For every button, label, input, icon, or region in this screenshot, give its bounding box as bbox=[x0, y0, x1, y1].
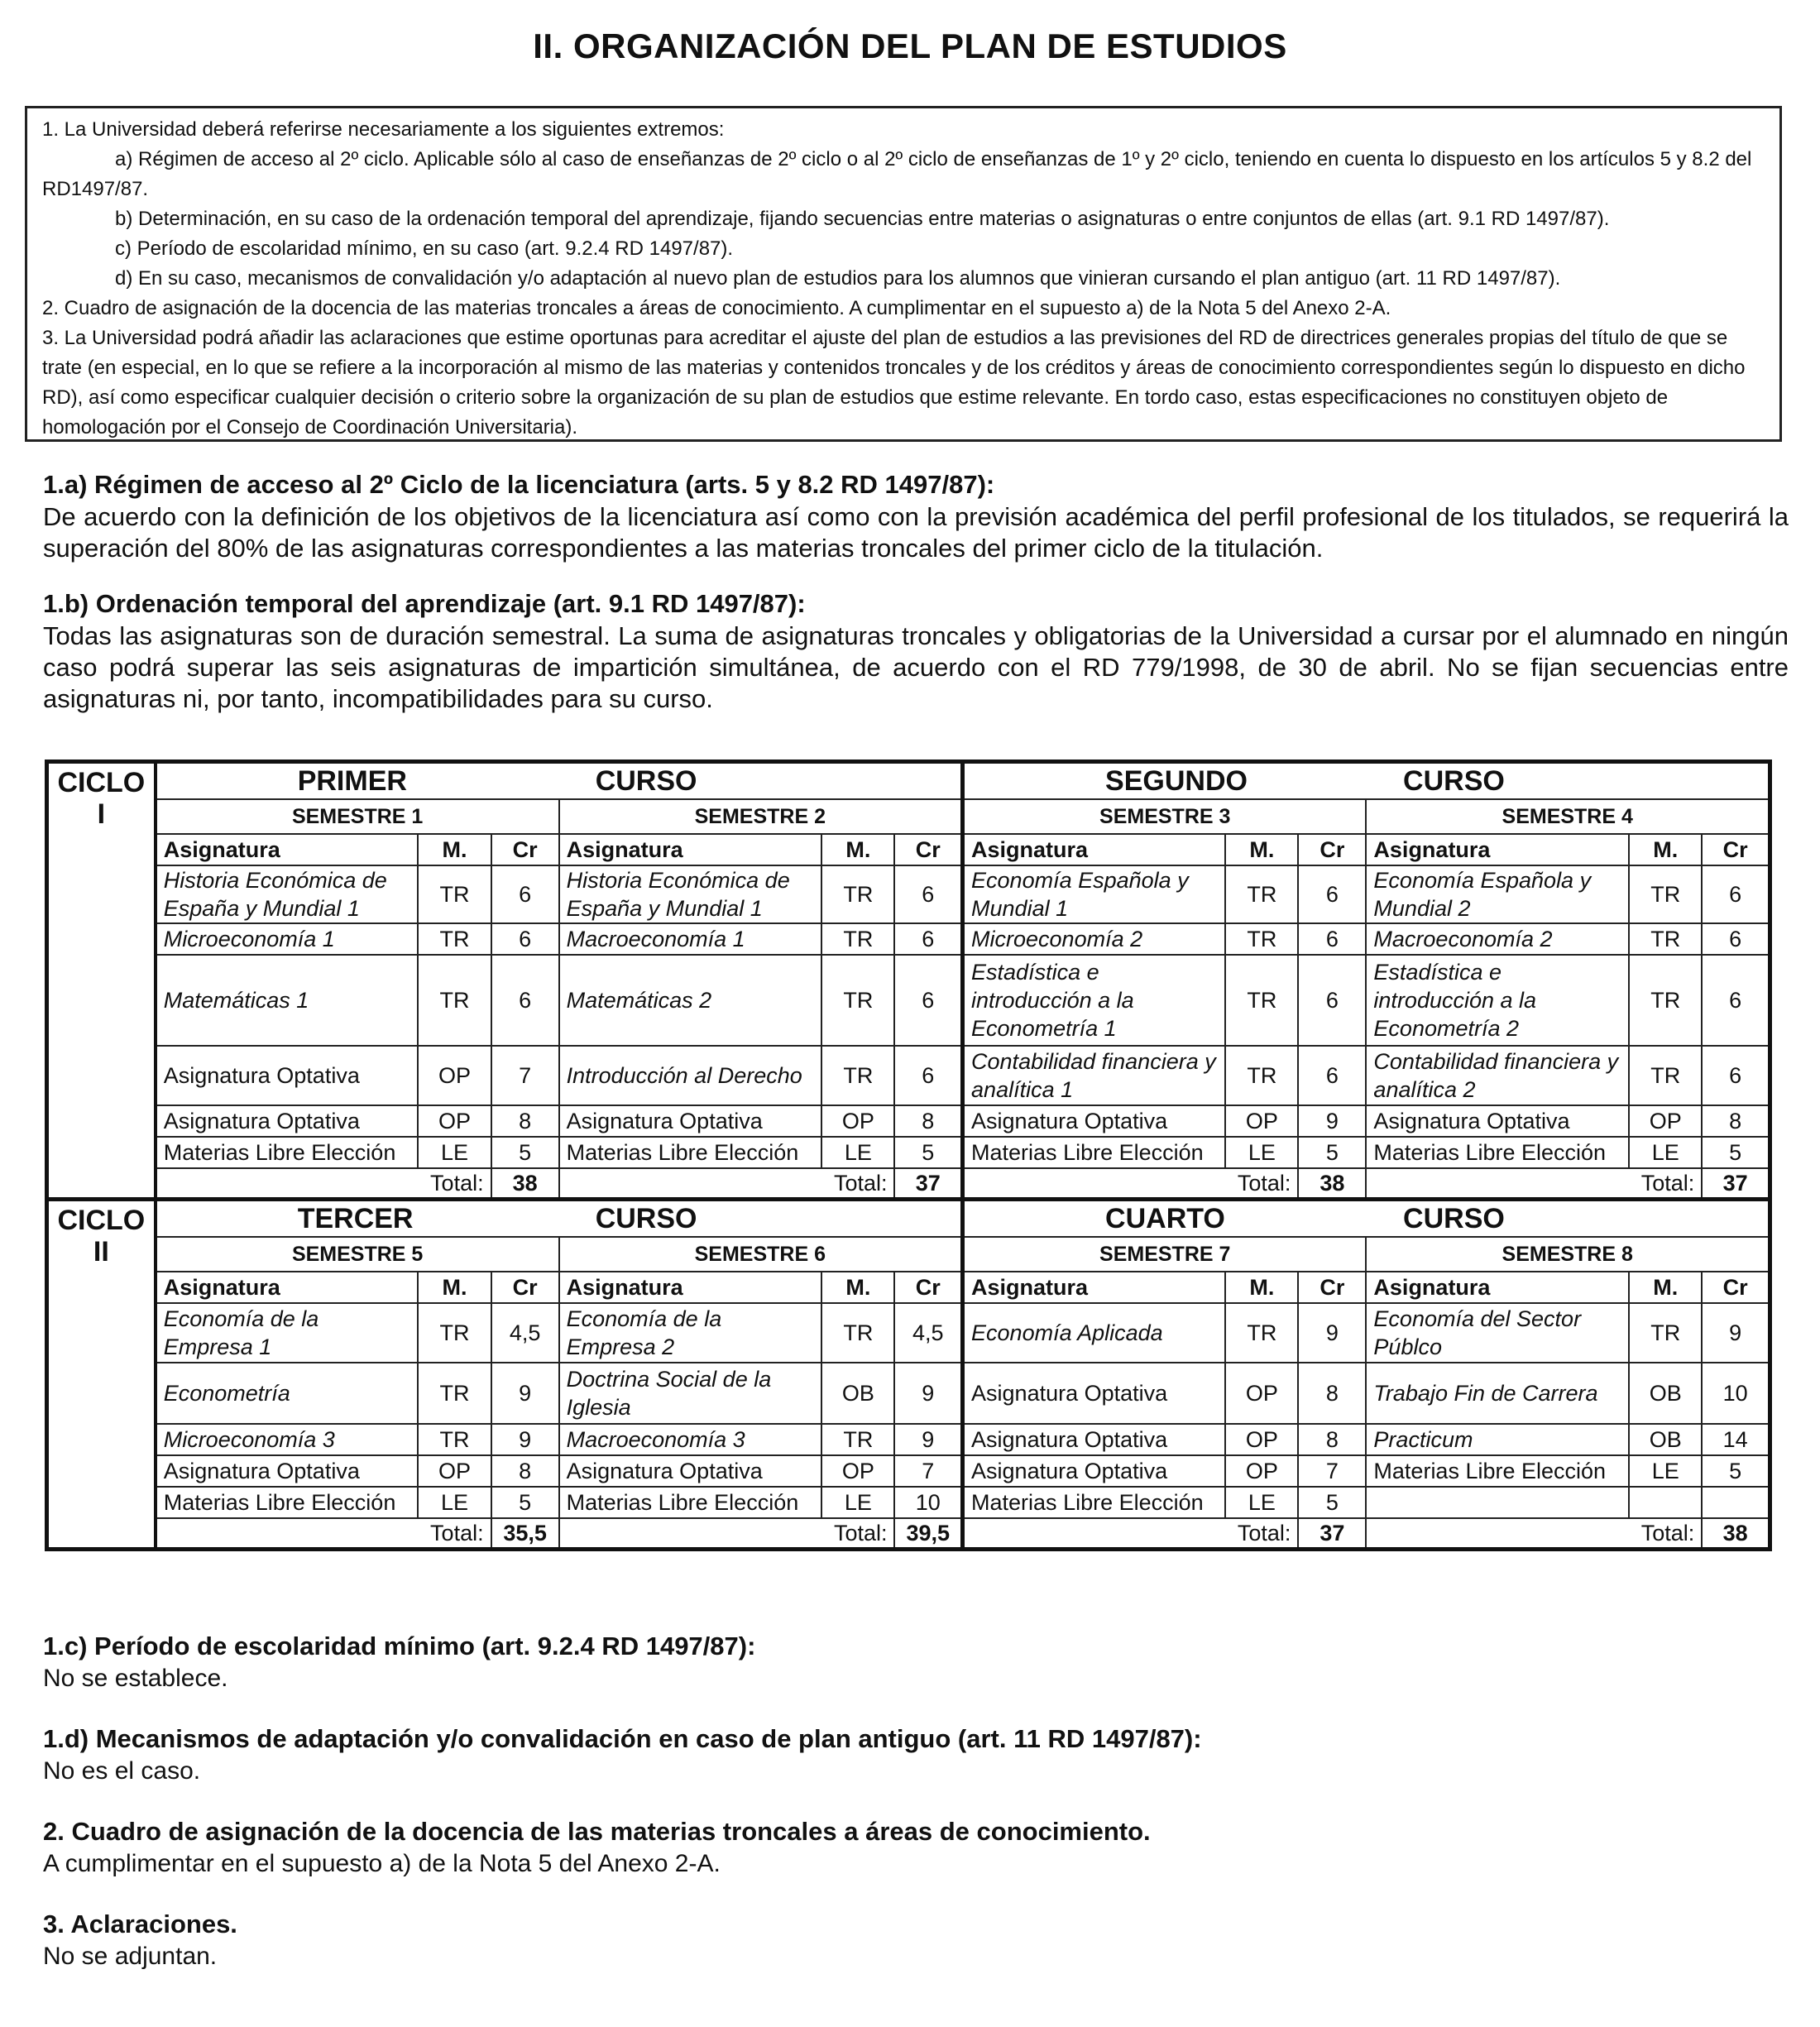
subject-name: Materias Libre Elección bbox=[559, 1487, 822, 1518]
subject-name: Asignatura Optativa bbox=[156, 1455, 419, 1487]
subject-type: LE bbox=[821, 1487, 894, 1518]
subject-credits: 6 bbox=[894, 865, 962, 923]
section-1a bbox=[43, 468, 1789, 564]
col-header-cr: Cr bbox=[1298, 1272, 1366, 1303]
semester-header: SEMESTRE 4 bbox=[1366, 799, 1770, 834]
subject-type: OP bbox=[1225, 1424, 1298, 1455]
curso-word: CURSO bbox=[1403, 765, 1505, 797]
subject-credits: 6 bbox=[491, 923, 559, 955]
subject-credits: 6 bbox=[1702, 865, 1770, 923]
curso-header bbox=[963, 1200, 1770, 1238]
section-3 bbox=[43, 1908, 1789, 1972]
section-1c-heading: 1.c) Período de escolaridad mínimo (art. 9.2.4 RD 1497/87): bbox=[43, 1632, 756, 1660]
col-header-cr: Cr bbox=[894, 834, 962, 865]
subject-credits: 8 bbox=[1298, 1363, 1366, 1424]
subject-type: TR bbox=[418, 1363, 491, 1424]
subject-credits: 6 bbox=[894, 923, 962, 955]
subject-name: Introducción al Derecho bbox=[559, 1046, 822, 1105]
subject-type: LE bbox=[1629, 1137, 1702, 1168]
subject-name: Historia Económica de España y Mundial 1 bbox=[559, 865, 822, 923]
subject-credits: 8 bbox=[1702, 1105, 1770, 1137]
total-label: Total: bbox=[559, 1518, 895, 1550]
subject-credits: 4,5 bbox=[491, 1303, 559, 1363]
subject-credits bbox=[1702, 1487, 1770, 1518]
subject-type: TR bbox=[821, 865, 894, 923]
subject-credits: 5 bbox=[894, 1137, 962, 1168]
subject-type: OP bbox=[418, 1105, 491, 1137]
col-header-m: M. bbox=[418, 834, 491, 865]
col-header-asignatura: Asignatura bbox=[559, 834, 822, 865]
total-label: Total: bbox=[963, 1518, 1299, 1550]
subject-type: OB bbox=[1629, 1424, 1702, 1455]
subject-credits: 9 bbox=[894, 1424, 962, 1455]
section-1d bbox=[43, 1723, 1789, 1787]
col-header-cr: Cr bbox=[1702, 834, 1770, 865]
total-value: 38 bbox=[1298, 1168, 1366, 1200]
subject-credits: 6 bbox=[491, 955, 559, 1046]
subject-name: Historia Económica de España y Mundial 1 bbox=[156, 865, 419, 923]
section-1b-heading: 1.b) Ordenación temporal del aprendizaje (art. 9.1 RD 1497/87): bbox=[43, 589, 806, 618]
subject-name: Asignatura Optativa bbox=[963, 1424, 1226, 1455]
subject-name: Economía Española y Mundial 1 bbox=[963, 865, 1226, 923]
subject-type: TR bbox=[821, 1424, 894, 1455]
subject-credits: 9 bbox=[1298, 1105, 1366, 1137]
subject-name: Practicum bbox=[1366, 1424, 1629, 1455]
subject-type: OP bbox=[1225, 1363, 1298, 1424]
subject-credits: 6 bbox=[1298, 865, 1366, 923]
subject-name: Asignatura Optativa bbox=[156, 1105, 419, 1137]
subject-credits: 9 bbox=[894, 1363, 962, 1424]
total-value: 38 bbox=[491, 1168, 559, 1200]
section-2-heading: 2. Cuadro de asignación de la docencia de las materias troncales a áreas de conocimiento. bbox=[43, 1817, 1151, 1846]
subject-name: Contabilidad financiera y analítica 2 bbox=[1366, 1046, 1629, 1105]
section-1a-body: De acuerdo con la definición de los objetivos de la licenciatura así como con la previsión académica del perfil profesional de los titulados, se requerirá la superación del 80% de las asignaturas correspondientes a las materias troncales del primer ciclo de la titulación. bbox=[43, 502, 1789, 563]
subject-credits: 9 bbox=[1298, 1303, 1366, 1363]
subject-credits: 10 bbox=[894, 1487, 962, 1518]
subject-name: Materias Libre Elección bbox=[963, 1137, 1226, 1168]
col-header-cr: Cr bbox=[491, 1272, 559, 1303]
ciclo-label bbox=[47, 1200, 156, 1550]
subject-credits: 6 bbox=[894, 955, 962, 1046]
section-3-heading: 3. Aclaraciones. bbox=[43, 1910, 237, 1938]
subject-type: TR bbox=[1225, 1303, 1298, 1363]
col-header-cr: Cr bbox=[491, 834, 559, 865]
subject-type: TR bbox=[1225, 923, 1298, 955]
subject-name: Macroeconomía 2 bbox=[1366, 923, 1629, 955]
subject-name: Asignatura Optativa bbox=[1366, 1105, 1629, 1137]
col-header-cr: Cr bbox=[894, 1272, 962, 1303]
subject-type: TR bbox=[1629, 955, 1702, 1046]
subject-type: TR bbox=[418, 955, 491, 1046]
subject-name: Asignatura Optativa bbox=[963, 1105, 1226, 1137]
subject-type: TR bbox=[1629, 1303, 1702, 1363]
subject-type: LE bbox=[418, 1137, 491, 1168]
note-1a: a) Régimen de acceso al 2º ciclo. Aplicable sólo al caso de enseñanzas de 2º ciclo o al 2º ciclo de enseñanzas de 1º y 2º ciclo, teniendo en cuenta lo dispuesto en los artículos 5 y 8.2 del RD1497/87. bbox=[42, 148, 1752, 200]
subject-type: TR bbox=[1225, 955, 1298, 1046]
subject-credits: 8 bbox=[491, 1455, 559, 1487]
subject-name: Materias Libre Elección bbox=[963, 1487, 1226, 1518]
section-1b-body: Todas las asignaturas son de duración semestral. La suma de asignaturas troncales y obligatorias de la Universidad a cursar por el alumnado en ningún caso podrá superar las seis asignaturas de impartición simultánea, de acuerdo con el RD 779/1998, de 30 de abril. No se fijan secuencias entre asignaturas ni, por tanto, incompatibilidades para su curso. bbox=[43, 621, 1789, 713]
subject-type: OB bbox=[821, 1363, 894, 1424]
subject-credits: 6 bbox=[894, 1046, 962, 1105]
subject-credits: 7 bbox=[894, 1455, 962, 1487]
total-value: 37 bbox=[894, 1168, 962, 1200]
subject-credits: 9 bbox=[491, 1424, 559, 1455]
subject-name: Matemáticas 2 bbox=[559, 955, 822, 1046]
subject-type: LE bbox=[1629, 1455, 1702, 1487]
semester-header: SEMESTRE 7 bbox=[963, 1237, 1367, 1272]
subject-credits: 5 bbox=[1298, 1487, 1366, 1518]
subject-name: Microeconomía 2 bbox=[963, 923, 1226, 955]
subject-name: Asignatura Optativa bbox=[963, 1363, 1226, 1424]
total-label: Total: bbox=[1366, 1518, 1702, 1550]
col-header-asignatura: Asignatura bbox=[1366, 1272, 1629, 1303]
semester-header: SEMESTRE 1 bbox=[156, 799, 559, 834]
col-header-cr: Cr bbox=[1298, 834, 1366, 865]
section-1c bbox=[43, 1630, 1789, 1694]
note-1d: d) En su caso, mecanismos de convalidación y/o adaptación al nuevo plan de estudios para los alumnos que vinieran cursando el plan antiguo (art. 11 RD 1497/87). bbox=[115, 267, 1561, 290]
note-1: 1. La Universidad deberá referirse necesariamente a los siguientes extremos: bbox=[42, 118, 725, 141]
subject-credits: 6 bbox=[1702, 923, 1770, 955]
section-2-body: A cumplimentar en el supuesto a) de la Nota 5 del Anexo 2-A. bbox=[43, 1850, 721, 1877]
subject-name: Economía de la Empresa 1 bbox=[156, 1303, 419, 1363]
subject-name: Materias Libre Elección bbox=[1366, 1455, 1629, 1487]
subject-type: TR bbox=[1225, 1046, 1298, 1105]
curso-word: CURSO bbox=[595, 765, 697, 797]
subject-name: Materias Libre Elección bbox=[156, 1137, 419, 1168]
semester-header: SEMESTRE 8 bbox=[1366, 1237, 1770, 1272]
subject-type: TR bbox=[1629, 865, 1702, 923]
subject-type: TR bbox=[418, 1303, 491, 1363]
subject-type: LE bbox=[418, 1487, 491, 1518]
subject-type: TR bbox=[821, 955, 894, 1046]
subject-type: OB bbox=[1629, 1363, 1702, 1424]
subject-type: OP bbox=[821, 1455, 894, 1487]
subject-credits: 4,5 bbox=[894, 1303, 962, 1363]
semester-header: SEMESTRE 3 bbox=[963, 799, 1367, 834]
total-label: Total: bbox=[963, 1168, 1299, 1200]
note-2: 2. Cuadro de asignación de la docencia de las materias troncales a áreas de conocimiento. A cumplimentar en el supuesto a) de la Nota 5 del Anexo 2-A. bbox=[42, 297, 1391, 319]
total-label: Total: bbox=[1366, 1168, 1702, 1200]
curso-ordinal: SEGUNDO bbox=[1105, 765, 1248, 797]
col-header-asignatura: Asignatura bbox=[963, 1272, 1226, 1303]
subject-credits: 6 bbox=[1298, 1046, 1366, 1105]
subject-name: Economía del Sector Públco bbox=[1366, 1303, 1629, 1363]
section-1d-body: No es el caso. bbox=[43, 1757, 201, 1785]
semester-header: SEMESTRE 6 bbox=[559, 1237, 963, 1272]
curso-ordinal: PRIMER bbox=[297, 765, 407, 797]
subject-type: LE bbox=[821, 1137, 894, 1168]
subject-credits: 7 bbox=[491, 1046, 559, 1105]
subject-type: TR bbox=[821, 923, 894, 955]
subject-name: Estadística e introducción a la Econometría 1 bbox=[963, 955, 1226, 1046]
subject-name: Estadística e introducción a la Econometría 2 bbox=[1366, 955, 1629, 1046]
subject-credits: 8 bbox=[1298, 1424, 1366, 1455]
semester-header: SEMESTRE 5 bbox=[156, 1237, 559, 1272]
subject-type: OP bbox=[418, 1455, 491, 1487]
subject-type: TR bbox=[821, 1046, 894, 1105]
subject-name bbox=[1366, 1487, 1629, 1518]
subject-type: OP bbox=[1225, 1105, 1298, 1137]
col-header-asignatura: Asignatura bbox=[559, 1272, 822, 1303]
note-1b: b) Determinación, en su caso de la ordenación temporal del aprendizaje, fijando secuencias entre materias o asignaturas o entre conjuntos de ellas (art. 9.1 RD 1497/87). bbox=[115, 208, 1610, 230]
subject-name: Asignatura Optativa bbox=[963, 1455, 1226, 1487]
subject-type: TR bbox=[418, 865, 491, 923]
subject-type: TR bbox=[821, 1303, 894, 1363]
subject-credits: 9 bbox=[491, 1363, 559, 1424]
total-label: Total: bbox=[559, 1168, 895, 1200]
subject-credits: 8 bbox=[894, 1105, 962, 1137]
subject-name: Economía de la Empresa 2 bbox=[559, 1303, 822, 1363]
total-value: 37 bbox=[1298, 1518, 1366, 1550]
subject-name: Materias Libre Elección bbox=[156, 1487, 419, 1518]
total-value: 35,5 bbox=[491, 1518, 559, 1550]
subject-type: TR bbox=[1225, 865, 1298, 923]
subject-name: Microeconomía 1 bbox=[156, 923, 419, 955]
col-header-asignatura: Asignatura bbox=[156, 834, 419, 865]
curso-ordinal: CUARTO bbox=[1105, 1203, 1225, 1234]
subject-type: OP bbox=[1225, 1455, 1298, 1487]
col-header-m: M. bbox=[821, 1272, 894, 1303]
subject-type: LE bbox=[1225, 1137, 1298, 1168]
col-header-m: M. bbox=[821, 834, 894, 865]
ciclo-title: CICLO bbox=[57, 767, 146, 798]
subject-name: Economía Española y Mundial 2 bbox=[1366, 865, 1629, 923]
subject-name: Macroeconomía 3 bbox=[559, 1424, 822, 1455]
subject-credits: 14 bbox=[1702, 1424, 1770, 1455]
section-3-body: No se adjuntan. bbox=[43, 1943, 218, 1970]
curso-ordinal: TERCER bbox=[297, 1203, 414, 1234]
subject-name: Materias Libre Elección bbox=[559, 1137, 822, 1168]
instructions-box bbox=[25, 106, 1782, 442]
subject-credits: 7 bbox=[1298, 1455, 1366, 1487]
curso-word: CURSO bbox=[1403, 1203, 1505, 1234]
section-1c-body: No se establece. bbox=[43, 1665, 228, 1692]
page-title: II. ORGANIZACIÓN DEL PLAN DE ESTUDIOS bbox=[533, 26, 1287, 65]
subject-type: OP bbox=[418, 1046, 491, 1105]
subject-name: Doctrina Social de la Iglesia bbox=[559, 1363, 822, 1424]
study-plan-table bbox=[45, 760, 1772, 1551]
section-1d-heading: 1.d) Mecanismos de adaptación y/o convalidación en caso de plan antiguo (art. 11 RD 1497/87): bbox=[43, 1724, 1202, 1753]
ciclo-number: II bbox=[93, 1236, 109, 1267]
col-header-m: M. bbox=[1629, 1272, 1702, 1303]
subject-name: Econometría bbox=[156, 1363, 419, 1424]
subject-name: Trabajo Fin de Carrera bbox=[1366, 1363, 1629, 1424]
ciclo-number: I bbox=[97, 798, 106, 830]
col-header-cr: Cr bbox=[1702, 1272, 1770, 1303]
total-label: Total: bbox=[156, 1168, 491, 1200]
subject-name: Microeconomía 3 bbox=[156, 1424, 419, 1455]
subject-type: LE bbox=[1225, 1487, 1298, 1518]
subject-type bbox=[1629, 1487, 1702, 1518]
subject-name: Economía Aplicada bbox=[963, 1303, 1226, 1363]
subject-credits: 6 bbox=[1702, 1046, 1770, 1105]
ciclo-label bbox=[47, 762, 156, 1200]
curso-header bbox=[963, 762, 1770, 800]
subject-credits: 5 bbox=[1702, 1455, 1770, 1487]
ciclo-title: CICLO bbox=[57, 1205, 146, 1236]
subject-name: Matemáticas 1 bbox=[156, 955, 419, 1046]
subject-credits: 5 bbox=[1298, 1137, 1366, 1168]
subject-name: Asignatura Optativa bbox=[559, 1455, 822, 1487]
note-1c: c) Período de escolaridad mínimo, en su caso (art. 9.2.4 RD 1497/87). bbox=[115, 237, 734, 260]
subject-name: Macroeconomía 1 bbox=[559, 923, 822, 955]
subject-type: OP bbox=[821, 1105, 894, 1137]
col-header-asignatura: Asignatura bbox=[156, 1272, 419, 1303]
curso-header bbox=[156, 762, 963, 800]
semester-header: SEMESTRE 2 bbox=[559, 799, 963, 834]
note-3: 3. La Universidad podrá añadir las aclaraciones que estime oportunas para acreditar el ajuste del plan de estudios a las previsiones del RD de directrices generales propias del título de que se trate (en especial, en lo que se refiere a la incorporación al mismo de las materias y contenidos troncales y de los créditos y áreas de conocimiento correspondientes según lo dispuesto en dicho RD), así como especificar cualquier decisión o criterio sobre la organización de su plan de estudios que estime relevante. En tordo caso, estas especificaciones no constituyen objeto de homologación por el Consejo de Coordinación Universitaria). bbox=[42, 327, 1746, 438]
subject-type: TR bbox=[1629, 923, 1702, 955]
total-value: 39,5 bbox=[894, 1518, 962, 1550]
total-value: 38 bbox=[1702, 1518, 1770, 1550]
subject-credits: 5 bbox=[1702, 1137, 1770, 1168]
subject-credits: 6 bbox=[491, 865, 559, 923]
subject-credits: 6 bbox=[1298, 955, 1366, 1046]
subject-type: TR bbox=[1629, 1046, 1702, 1105]
subject-credits: 10 bbox=[1702, 1363, 1770, 1424]
col-header-m: M. bbox=[1225, 834, 1298, 865]
total-label: Total: bbox=[156, 1518, 491, 1550]
total-value: 37 bbox=[1702, 1168, 1770, 1200]
section-1a-heading: 1.a) Régimen de acceso al 2º Ciclo de la licenciatura (arts. 5 y 8.2 RD 1497/87): bbox=[43, 470, 995, 499]
curso-header bbox=[156, 1200, 963, 1238]
subject-credits: 9 bbox=[1702, 1303, 1770, 1363]
subject-name: Asignatura Optativa bbox=[156, 1046, 419, 1105]
subject-type: OP bbox=[1629, 1105, 1702, 1137]
subject-name: Materias Libre Elección bbox=[1366, 1137, 1629, 1168]
col-header-asignatura: Asignatura bbox=[1366, 834, 1629, 865]
subject-name: Asignatura Optativa bbox=[559, 1105, 822, 1137]
subject-credits: 5 bbox=[491, 1487, 559, 1518]
subject-type: TR bbox=[418, 923, 491, 955]
col-header-asignatura: Asignatura bbox=[963, 834, 1226, 865]
subject-credits: 6 bbox=[1298, 923, 1366, 955]
col-header-m: M. bbox=[1225, 1272, 1298, 1303]
subject-credits: 6 bbox=[1702, 955, 1770, 1046]
section-2 bbox=[43, 1815, 1789, 1880]
subject-credits: 5 bbox=[491, 1137, 559, 1168]
subject-type: TR bbox=[418, 1424, 491, 1455]
subject-name: Contabilidad financiera y analítica 1 bbox=[963, 1046, 1226, 1105]
subject-credits: 8 bbox=[491, 1105, 559, 1137]
col-header-m: M. bbox=[418, 1272, 491, 1303]
col-header-m: M. bbox=[1629, 834, 1702, 865]
section-1b bbox=[43, 587, 1789, 715]
curso-word: CURSO bbox=[595, 1203, 697, 1234]
